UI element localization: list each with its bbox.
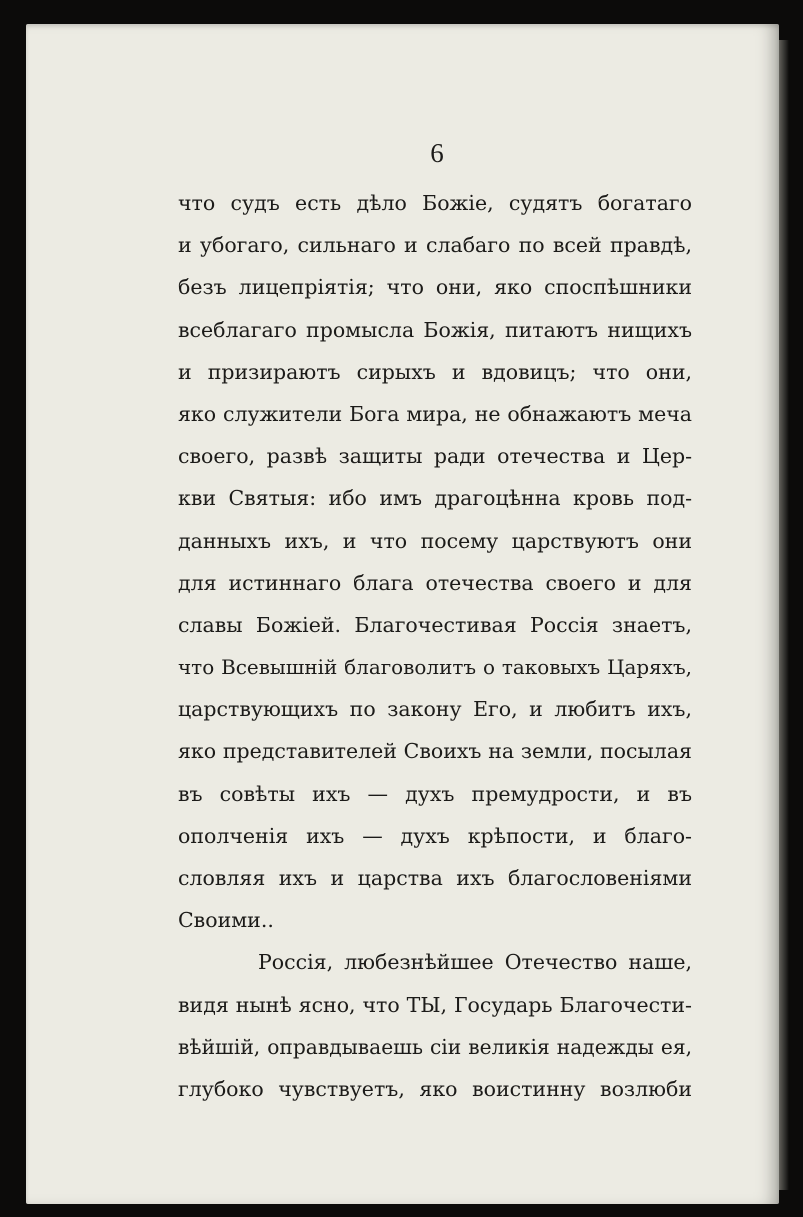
text-line-22: глубоко чувствуетъ, яко воистинну возлюби	[178, 1076, 692, 1101]
text-line-9: данныхъ ихъ, и что посему царствуютъ они	[178, 528, 692, 553]
text-line-7: своего, развѣ защиты ради отечества и Цер-	[178, 444, 692, 469]
text-line-12: что Всевышній благоволитъ о таковыхъ Царяхъ,	[178, 655, 692, 680]
text-line-16: ополченія ихъ — духъ крѣпости, и благо-	[178, 823, 692, 848]
page-edge-shadow	[779, 40, 789, 1190]
text-line-3: безъ лицепріятія; что они, яко споспѣшники	[178, 275, 692, 300]
text-line-13: царствующихъ по закону Его, и любитъ ихъ,	[178, 697, 692, 722]
text-line-15: въ совѣты ихъ — духъ премудрости, и въ	[178, 781, 692, 806]
text-line-6: яко служители Бога мира, не обнажаютъ меча	[178, 401, 692, 426]
text-line-21: вѣйшій, оправдываешь сіи великія надежды ея,	[178, 1034, 692, 1059]
body-text	[178, 182, 692, 1110]
text-line-17: словляя ихъ и царства ихъ благословеніями	[178, 866, 692, 890]
text-line-18: Своими..	[178, 908, 274, 933]
text-line-14: яко представителей Своихъ на земли, посылая	[178, 739, 692, 764]
page-number: 6	[430, 138, 444, 168]
text-line-11: славы Божіей. Благочестивая Россія знаетъ,	[178, 612, 692, 637]
text-line-19: Россія, любезнѣйшее Отечество наше,	[258, 950, 692, 975]
text-line-20: видя нынѣ ясно, что ТЫ, Государь Благочести-	[178, 992, 692, 1017]
text-line-1: что судъ есть дѣло Божіе, судятъ богатаго	[178, 191, 692, 215]
text-line-8: кви Святыя: ибо имъ драгоцѣнна кровь под-	[178, 486, 692, 511]
text-line-5: и призираютъ сирыхъ и вдовицъ; что они,	[178, 359, 692, 384]
text-line-4: всеблагаго промысла Божія, питаютъ нищихъ	[178, 317, 692, 342]
text-line-10: для истиннаго блага отечества своего и для	[178, 570, 692, 595]
text-line-2: и убогаго, сильнаго и слабаго по всей правдѣ,	[178, 233, 692, 258]
